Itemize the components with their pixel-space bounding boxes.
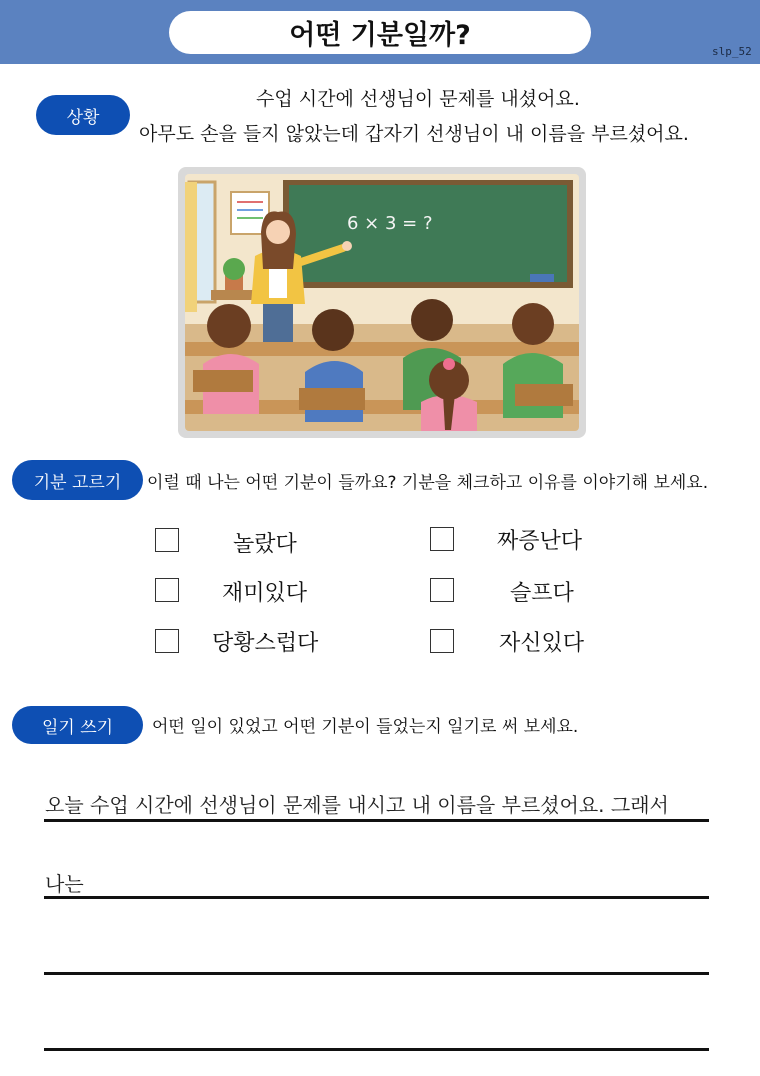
writing-rule [44,972,709,975]
option-fun: 재미있다 [222,581,308,606]
checkbox-confident[interactable] [430,629,454,653]
option-annoyed: 짜증난다 [497,529,583,554]
worksheet-code: slp_52 [712,45,752,58]
diary-line-2[interactable]: 나는 [45,872,84,896]
classroom-scene [185,174,579,431]
option-surprised: 놀랐다 [233,532,297,557]
board-equation: 6 × 3 = ? [347,213,433,234]
writing-rule [44,896,709,899]
checkbox-fun[interactable] [155,578,179,602]
feelings-prompt: 이럴 때 나는 어떤 기분이 들까요? 기분을 체크하고 이유를 이야기해 보세요. [147,473,709,493]
checkbox-sad[interactable] [430,578,454,602]
diary-badge: 일기 쓰기 [12,706,143,744]
option-embarrassed: 당황스럽다 [212,631,319,656]
diary-prompt: 어떤 일이 있었고 어떤 기분이 들었는지 일기로 써 보세요. [152,717,579,737]
classroom-illustration [178,167,586,438]
option-confident: 자신있다 [499,631,585,656]
situation-text-line-2: 아무도 손을 들지 않았는데 갑자기 선생님이 내 이름을 부르셨어요. [139,123,689,145]
writing-rule [44,1048,709,1051]
feelings-badge: 기분 고르기 [12,460,143,500]
page-title: 어떤 기분일까? [169,11,591,54]
situation-badge: 상황 [36,95,130,135]
header-bar [0,0,760,64]
writing-rule [44,819,709,822]
situation-text-line-1: 수업 시간에 선생님이 문제를 내셨어요. [256,88,580,110]
checkbox-surprised[interactable] [155,528,179,552]
option-sad: 슬프다 [510,581,574,606]
checkbox-embarrassed[interactable] [155,629,179,653]
potted-plant [223,258,245,280]
diary-line-1[interactable]: 오늘 수업 시간에 선생님이 문제를 내시고 내 이름을 부르셨어요. 그래서 [45,793,669,817]
checkbox-annoyed[interactable] [430,527,454,551]
